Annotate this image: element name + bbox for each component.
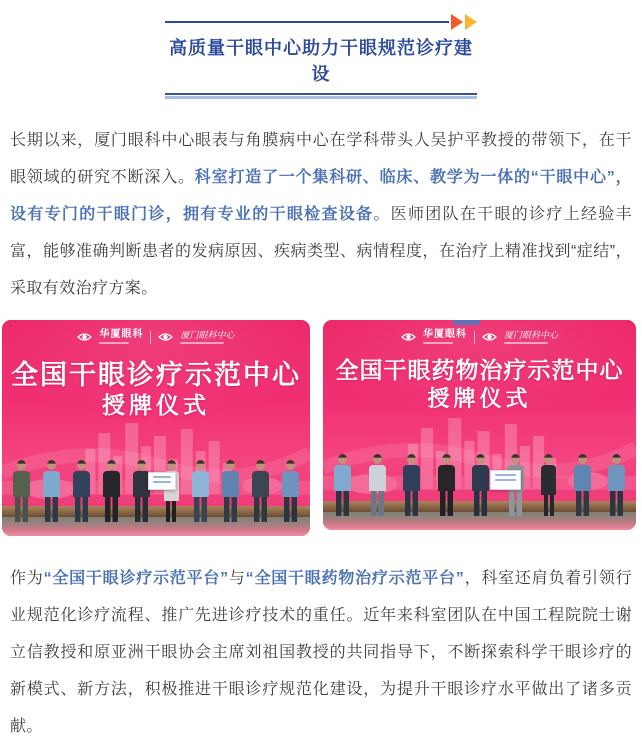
eye-icon bbox=[77, 332, 92, 342]
person-figure bbox=[103, 460, 120, 522]
underline-dark bbox=[165, 93, 477, 95]
person-figure bbox=[13, 460, 30, 522]
logo-xiamen-eye-center: 厦门眼科中心 bbox=[180, 331, 234, 344]
eye-icon bbox=[401, 332, 416, 342]
banner-title-line2: 授牌仪式 bbox=[102, 392, 210, 418]
person-figure bbox=[282, 460, 299, 522]
page-title: 高质量干眼中心助力干眼规范诊疗建设 bbox=[169, 38, 473, 84]
people-group bbox=[334, 454, 625, 516]
banner-title-line2: 授牌仪式 bbox=[427, 386, 532, 411]
header-rule-line bbox=[165, 21, 449, 23]
person-figure bbox=[369, 454, 386, 516]
award-plaque bbox=[490, 470, 521, 490]
play-arrow-icon bbox=[451, 14, 463, 30]
banner-title-line1: 全国干眼诊疗示范中心 bbox=[11, 360, 301, 390]
person-figure bbox=[252, 460, 269, 522]
logo-subtext-bar bbox=[99, 342, 129, 344]
text-segment: 作为 bbox=[10, 570, 44, 587]
photo-award-ceremony-left[interactable] bbox=[2, 320, 310, 536]
eye-icon bbox=[482, 332, 497, 342]
header-line-row bbox=[165, 14, 477, 30]
display-screen-sliver bbox=[453, 320, 480, 325]
body-paragraph-1 bbox=[10, 122, 632, 307]
logo-subtext-bar bbox=[423, 342, 453, 344]
person-figure bbox=[438, 454, 455, 516]
logo-huaxia: 华厦眼科 bbox=[99, 330, 143, 344]
text-segment: 与 bbox=[228, 570, 246, 587]
text-segment: 。医师团队在干眼的诊疗上经验丰富，能够准确判断患者的发病原因、疾病类型、病情程度，在治疗上精准找到“症结”，采取有效治疗方案。 bbox=[10, 206, 632, 297]
person-figure bbox=[164, 460, 179, 522]
article-page bbox=[0, 14, 642, 745]
photo-row bbox=[0, 320, 642, 536]
person-figure bbox=[541, 454, 556, 516]
people-group bbox=[13, 460, 299, 522]
person-figure bbox=[192, 460, 209, 522]
body-paragraph-2 bbox=[10, 560, 632, 745]
person-figure bbox=[222, 460, 239, 522]
person-figure bbox=[43, 460, 60, 522]
person-figure bbox=[608, 454, 625, 516]
eye-icon bbox=[158, 332, 173, 342]
play-arrow-icon bbox=[465, 14, 477, 30]
section-header bbox=[165, 14, 477, 99]
person-figure bbox=[574, 454, 591, 516]
underline-light bbox=[165, 96, 477, 99]
header-underline bbox=[165, 93, 477, 99]
text-segment: 科室打造了一个集科研、临床、教学为一体的“干眼中心”，设有专门的干眼门诊，拥有专业的干眼检查设备 bbox=[10, 169, 632, 223]
person-figure bbox=[133, 460, 150, 522]
text-segment: ，科室还肩负着引领行业规范化诊疗流程、推广先进诊疗技术的重任。近年来科室团队在中国工程院院士谢立信教授和原亚洲干眼协会主席刘祖国教授的共同指导下，不断探索科学干眼诊疗的新模式、新方法，积极推进干眼诊疗规范化建设，为提升干眼诊疗水平做出了诸多贡献。 bbox=[10, 570, 632, 735]
logo-xiamen-eye-center: 厦门眼科中心 bbox=[504, 331, 558, 344]
award-plaque bbox=[148, 472, 176, 490]
sponsor-logo-row bbox=[2, 330, 310, 344]
logo-subtext-bar bbox=[180, 342, 224, 344]
logo-huaxia: 华厦眼科 bbox=[423, 330, 467, 344]
logo-divider bbox=[474, 331, 475, 344]
sponsor-logo-row bbox=[323, 330, 636, 344]
person-figure bbox=[403, 454, 420, 516]
text-segment: “全国干眼诊疗示范平台” bbox=[43, 570, 229, 587]
banner-title-line1: 全国干眼药物治疗示范中心 bbox=[335, 357, 624, 383]
text-segment: 长期以来，厦门眼科中心眼表与角膜病中心在学科带头人吴护平教授的带领下，在干眼领域的研究不断深入。 bbox=[10, 132, 632, 186]
person-figure bbox=[334, 454, 351, 516]
text-segment: “全国干眼药物治疗示范平台” bbox=[245, 570, 465, 587]
logo-divider bbox=[150, 331, 151, 344]
photo-award-ceremony-right[interactable] bbox=[323, 320, 636, 530]
person-figure bbox=[472, 454, 489, 516]
person-figure bbox=[73, 460, 90, 522]
logo-subtext-bar bbox=[504, 342, 548, 344]
